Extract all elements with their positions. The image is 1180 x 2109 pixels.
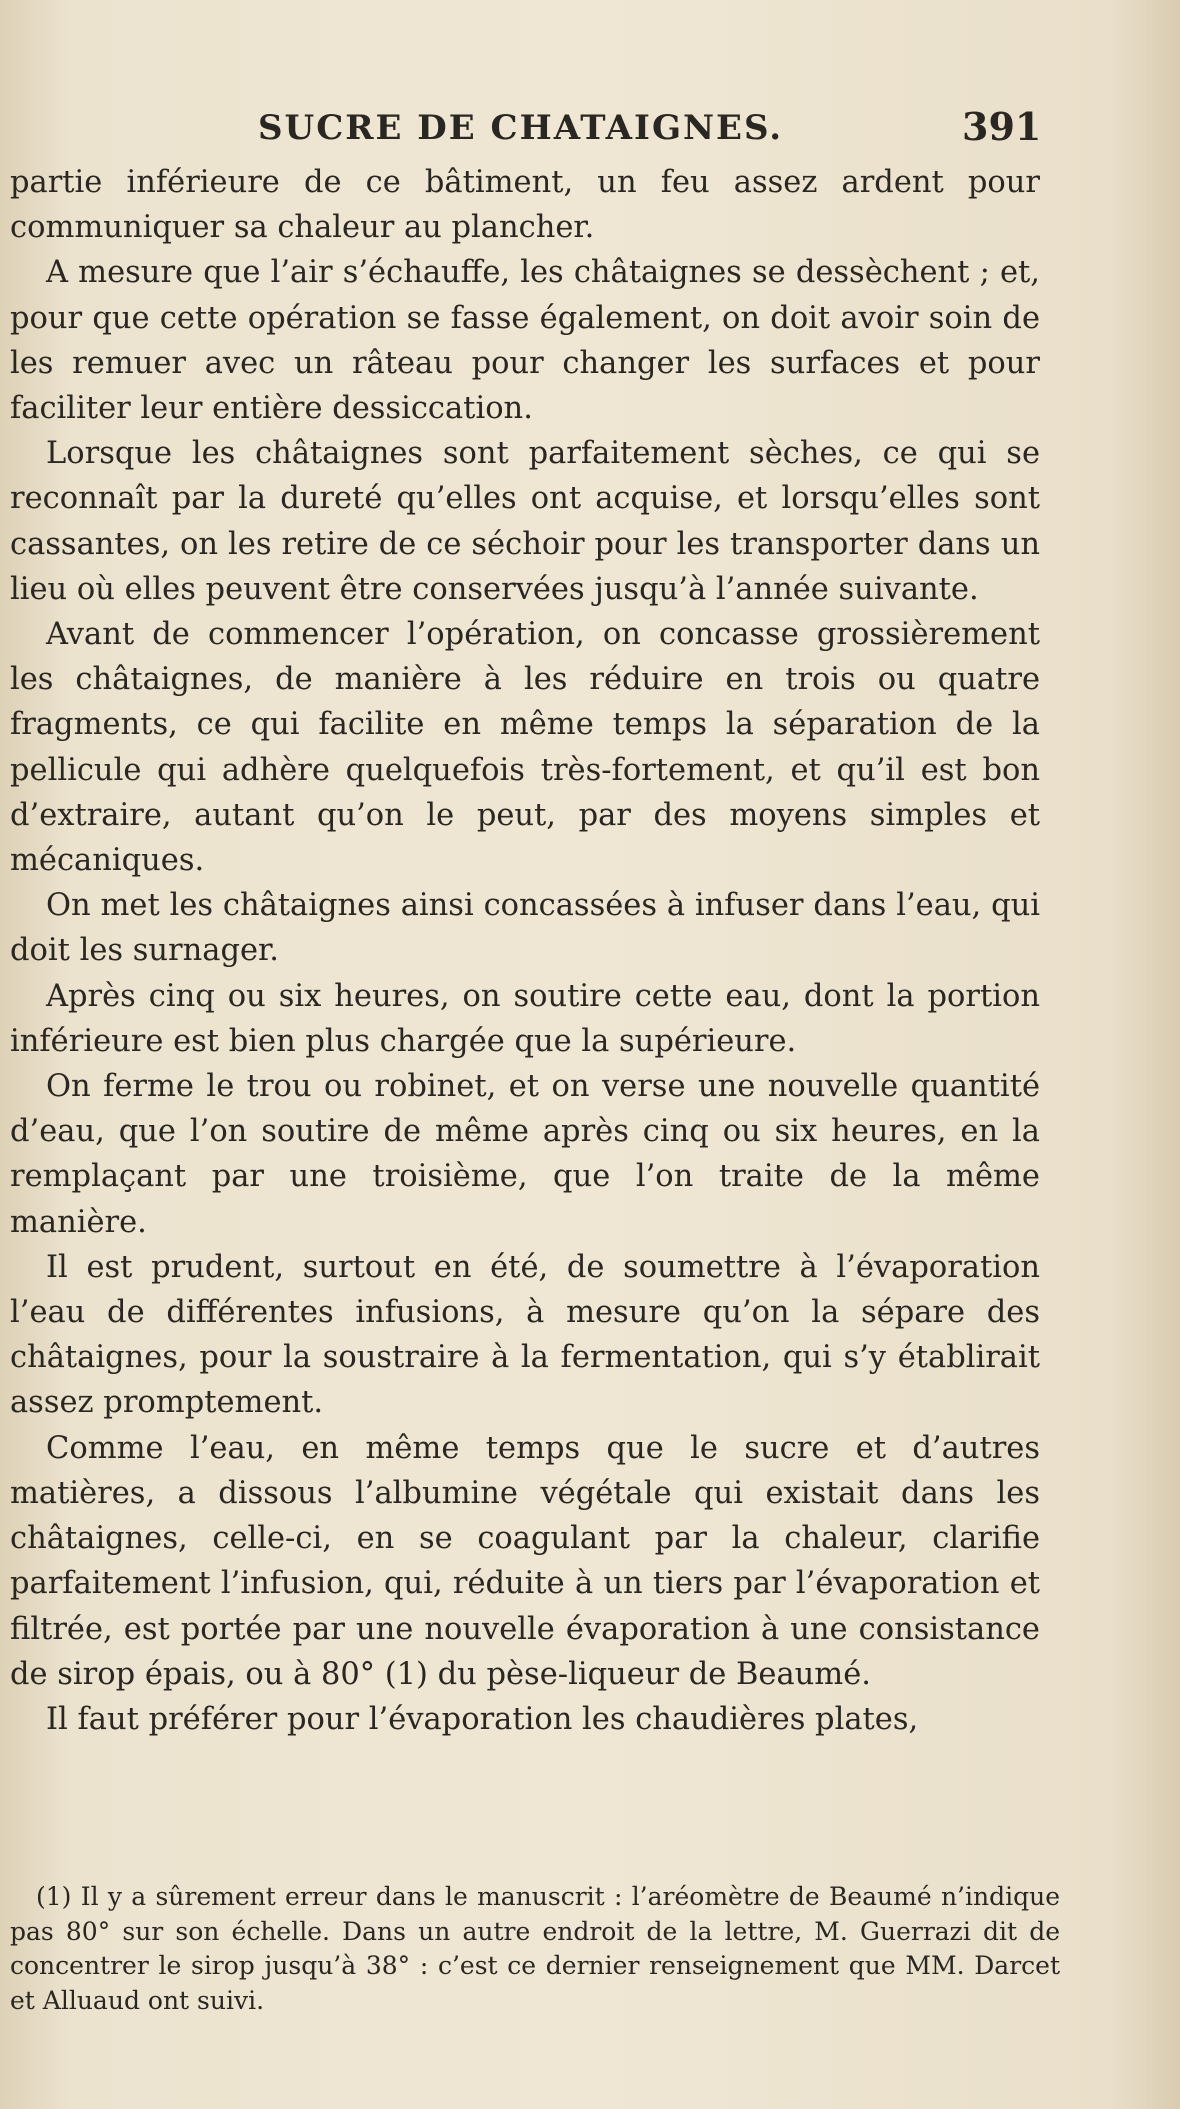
footnote-text: (1) Il y a sûrement erreur dans le manuscrit : l’aréomètre de Beaumé n’indique pas 80° sur son échelle. Dans un autre endroit de la lettre, M. Guerrazi dit de concentrer le sirop jusqu’à 38° : c’est ce dernier renseignement que MM. Darcet et Alluaud ont suivi. [10,1882,1060,2015]
paragraph: Avant de commencer l’opération, on concasse grossièrement les châtaignes, de manière à les réduire en trois ou quatre fragments, ce qui facilite en même temps la séparation de la pellicule qui adhère quelquefois très-fortement, et qu’il est bon d’extraire, autant qu’on le peut, par des moyens simples et mécaniques. [10,617,1040,879]
running-head [0,100,1180,160]
paragraph: Il faut préférer pour l’évaporation les chaudières plates, [46,1701,919,1737]
paragraph: Lorsque les châtaignes sont parfaitement sèches, ce qui se reconnaît par la dureté qu’elles ont acquise, et lorsqu’elles sont cassantes, on les retire de ce séchoir pour les transporter dans un lieu où elles peuvent être conservées jusqu’à l’année suivante. [10,436,1040,607]
paragraph: Après cinq ou six heures, on soutire cette eau, dont la portion inférieure est bien plus chargée que la supérieure. [10,978,1040,1059]
paragraph: On met les châtaignes ainsi concassées à infuser dans l’eau, qui doit les surnager. [10,888,1040,969]
paragraph: partie inférieure de ce bâtiment, un feu assez ardent pour communiquer sa chaleur au plancher. [10,165,1040,246]
paragraph: On ferme le trou ou robinet, et on verse une nouvelle quantité d’eau, que l’on soutire de même après cinq ou six heures, en la remplaçant par une troisième, que l’on traite de la même manière. [10,1069,1040,1240]
footnote [10,1880,1060,2018]
paragraph: A mesure que l’air s’échauffe, les châtaignes se dessèchent ; et, pour que cette opération se fasse également, on doit avoir soin de les remuer avec un râteau pour changer les surfaces et pour faciliter leur entière dessiccation. [10,255,1040,427]
body-text [10,160,1040,1742]
paragraph: Comme l’eau, en même temps que le sucre et d’autres matières, a dissous l’albumine végétale qui existait dans les châtaignes, celle-ci, en se coagulant par la chaleur, clarifie parfaitement l’infusion, qui, réduite à un tiers par l’évaporation et filtrée, est portée par une nouvelle évaporation à une consistance de sirop épais, ou à 80° (1) du pèse-liqueur de Beaumé. [10,1430,1040,1692]
page-number: 391 [962,104,1042,149]
paragraph: Il est prudent, surtout en été, de soumettre à l’évaporation l’eau de différentes infusions, à mesure qu’on la sépare des châtaignes, pour la soustraire à la fermentation, qui s’y établirait assez promptement. [10,1249,1040,1421]
running-title: SUCRE DE CHATAIGNES. [258,108,784,148]
